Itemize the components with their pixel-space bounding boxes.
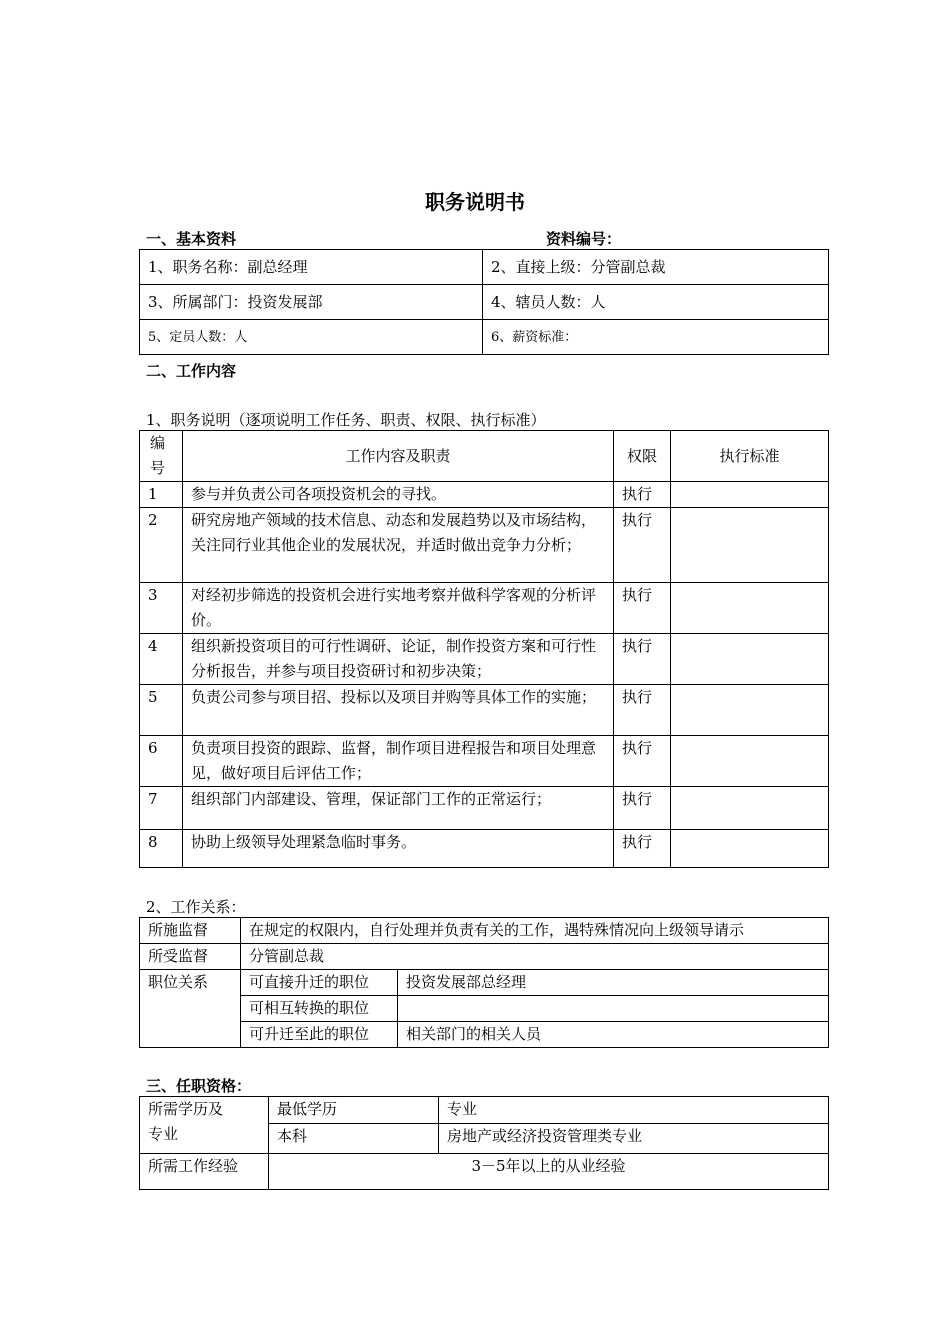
major-value: 房地产或经济投资管理类专业 bbox=[439, 1124, 829, 1154]
duty-content: 参与并负责公司各项投资机会的寻找。 bbox=[183, 482, 614, 508]
experience-value: 3－5年以上的从业经验 bbox=[269, 1154, 829, 1190]
position-value: 相关部门的相关人员 bbox=[398, 1022, 829, 1048]
supervise-value: 在规定的权限内，自行处理并负责有关的工作，遇特殊情况向上级领导请示 bbox=[241, 918, 829, 944]
duty-std bbox=[671, 685, 829, 736]
table-row bbox=[140, 736, 829, 787]
position-type: 可相互转换的职位 bbox=[241, 996, 398, 1022]
table-row bbox=[140, 583, 829, 634]
edu-label-line1: 所需学历及 bbox=[148, 1100, 224, 1118]
duty-content: 负责项目投资的跟踪、监督，制作项目进程报告和项目处理意见，做好项目后评估工作； bbox=[183, 736, 614, 787]
table-row bbox=[140, 830, 829, 868]
position-type: 可直接升迁的职位 bbox=[241, 970, 398, 996]
duty-auth: 执行 bbox=[614, 634, 671, 685]
table-row bbox=[140, 634, 829, 685]
duty-auth: 执行 bbox=[614, 482, 671, 508]
header-no-line2: 号 bbox=[150, 459, 166, 477]
duty-auth: 执行 bbox=[614, 736, 671, 787]
supervised-value: 分管副总裁 bbox=[241, 944, 829, 970]
duty-content: 协助上级领导处理紧急临时事务。 bbox=[183, 830, 614, 868]
duty-no: 2 bbox=[140, 508, 183, 583]
duty-std bbox=[671, 482, 829, 508]
duty-auth: 执行 bbox=[614, 787, 671, 830]
superior-cell: 2、直接上级：分管副总裁 bbox=[483, 250, 829, 285]
duty-auth: 执行 bbox=[614, 685, 671, 736]
section3-heading: 三、任职资格： bbox=[146, 1077, 252, 1095]
duty-auth: 执行 bbox=[614, 830, 671, 868]
table-row bbox=[140, 787, 829, 830]
duty-content: 对经初步筛选的投资机会进行实地考察并做科学客观的分析评价。 bbox=[183, 583, 614, 634]
min-edu-label: 最低学历 bbox=[269, 1097, 439, 1124]
header-content: 工作内容及职责 bbox=[183, 431, 614, 482]
page-title: 职务说明书 bbox=[425, 190, 525, 214]
job-title-cell: 1、职务名称：副总经理 bbox=[140, 250, 483, 285]
duty-content: 负责公司参与项目招、投标以及项目并购等具体工作的实施； bbox=[183, 685, 614, 736]
duty-content: 组织新投资项目的可行性调研、论证，制作投资方案和可行性分析报告，并参与项目投资研讨和初步决策； bbox=[183, 634, 614, 685]
header-no-line1: 编 bbox=[150, 434, 166, 452]
duty-auth: 执行 bbox=[614, 508, 671, 583]
relations-subheading: 2、工作关系： bbox=[146, 898, 246, 916]
supervised-label: 所受监督 bbox=[140, 944, 241, 970]
min-edu-value: 本科 bbox=[269, 1124, 439, 1154]
position-type: 可升迁至此的职位 bbox=[241, 1022, 398, 1048]
duty-std bbox=[671, 787, 829, 830]
duty-std bbox=[671, 830, 829, 868]
basic-info-table bbox=[139, 249, 829, 355]
position-label: 职位关系 bbox=[140, 970, 241, 1048]
department-cell: 3、所属部门：投资发展部 bbox=[140, 285, 483, 320]
duty-no: 6 bbox=[140, 736, 183, 787]
duty-std bbox=[671, 736, 829, 787]
duties-table bbox=[139, 430, 829, 868]
position-value: 投资发展部总经理 bbox=[398, 970, 829, 996]
duty-content: 研究房地产领域的技术信息、动态和发展趋势以及市场结构，关注同行业其他企业的发展状况，并适时做出竞争力分析； bbox=[183, 508, 614, 583]
duty-content: 组织部门内部建设、管理，保证部门工作的正常运行； bbox=[183, 787, 614, 830]
duty-auth: 执行 bbox=[614, 583, 671, 634]
relations-table bbox=[139, 917, 829, 1048]
qualifications-table bbox=[139, 1096, 829, 1190]
position-value bbox=[398, 996, 829, 1022]
duty-no: 3 bbox=[140, 583, 183, 634]
doc-no-label: 资料编号： bbox=[546, 230, 622, 248]
major-label: 专业 bbox=[439, 1097, 829, 1124]
experience-label: 所需工作经验 bbox=[140, 1154, 269, 1190]
table-row bbox=[140, 685, 829, 736]
header-auth: 权限 bbox=[614, 431, 671, 482]
subordinates-cell: 4、辖员人数：人 bbox=[483, 285, 829, 320]
table-row bbox=[140, 482, 829, 508]
duty-no: 7 bbox=[140, 787, 183, 830]
section1-heading: 一、基本资料 bbox=[146, 230, 237, 248]
duty-no: 5 bbox=[140, 685, 183, 736]
duty-std bbox=[671, 508, 829, 583]
duty-std bbox=[671, 583, 829, 634]
duties-subheading: 1、职务说明（逐项说明工作任务、职责、权限、执行标准） bbox=[146, 411, 546, 429]
duty-std bbox=[671, 634, 829, 685]
section2-heading: 二、工作内容 bbox=[146, 362, 237, 380]
duty-no: 4 bbox=[140, 634, 183, 685]
headcount-cell: 5、定员人数：人 bbox=[140, 320, 483, 355]
duty-no: 8 bbox=[140, 830, 183, 868]
duty-no: 1 bbox=[140, 482, 183, 508]
edu-label-line2: 专业 bbox=[148, 1125, 179, 1143]
salary-cell: 6、薪资标准： bbox=[483, 320, 829, 355]
table-row bbox=[140, 508, 829, 583]
header-std: 执行标准 bbox=[671, 431, 829, 482]
supervise-label: 所施监督 bbox=[140, 918, 241, 944]
header-no bbox=[140, 431, 183, 482]
edu-label bbox=[140, 1097, 269, 1154]
